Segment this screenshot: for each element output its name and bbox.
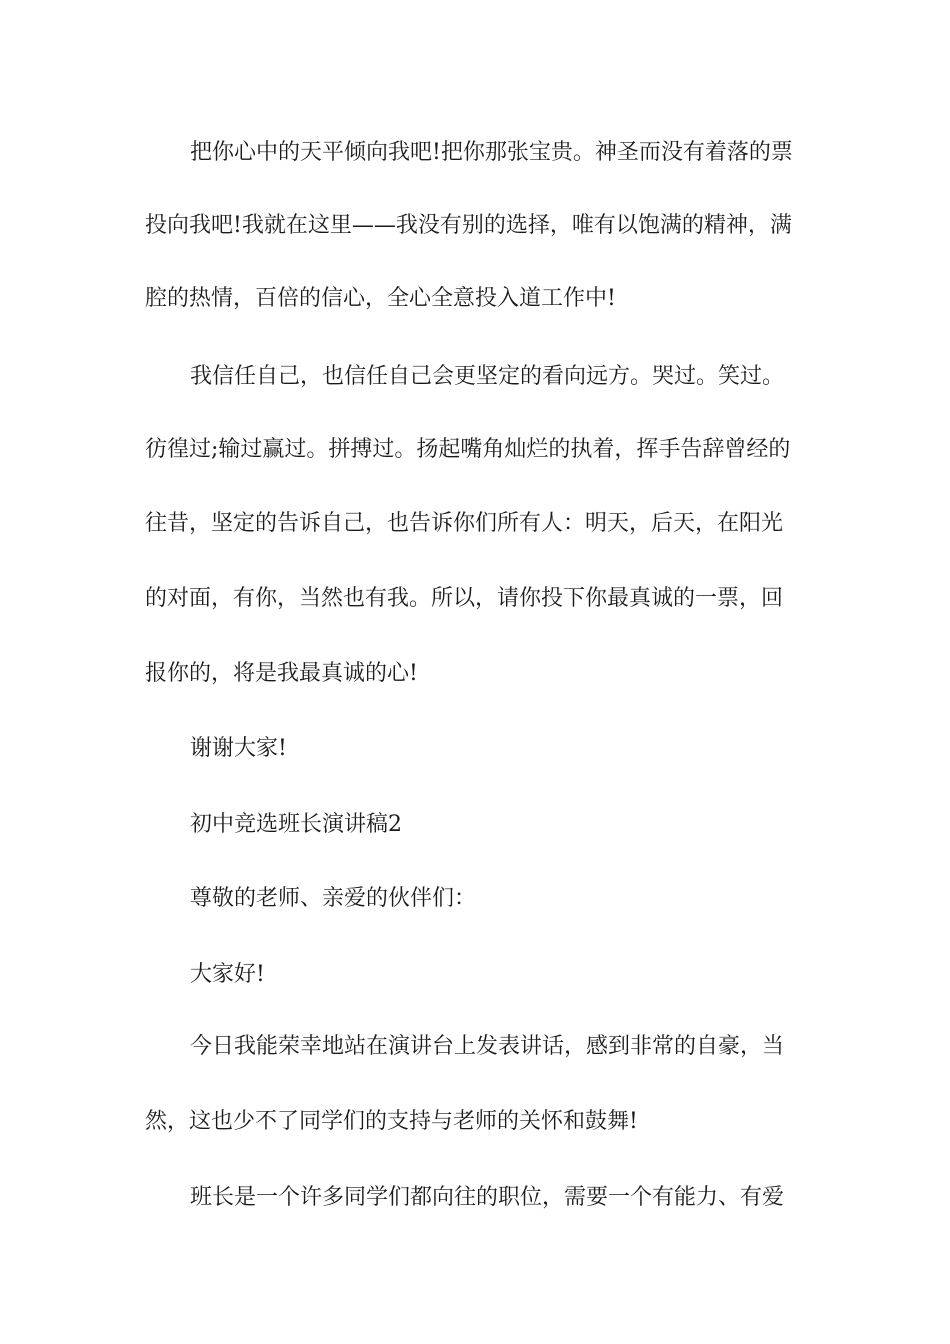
- text-line: 然，这也少不了同学们的支持与老师的关怀和鼓舞!: [145, 1109, 638, 1134]
- text-line: 我信任自己，也信任自己会更坚定的看向远方。哭过。笑过。: [190, 364, 785, 389]
- section-heading: 初中竞选班长演讲稿2: [190, 812, 402, 837]
- text-line: 把你心中的天平倾向我吧!把你那张宝贵。神圣而没有着落的票: [190, 140, 793, 165]
- greeting: 大家好!: [190, 962, 265, 987]
- salutation: 尊敬的老师、亲爱的伙伴们：: [190, 886, 477, 911]
- text-line: 投向我吧!我就在这里——我没有别的选择，唯有以饱满的精神，满: [145, 213, 792, 238]
- text-line: 班长是一个许多同学们都向往的职位，需要一个有能力、有爱: [190, 1185, 785, 1210]
- text-line: 往昔，坚定的告诉自己，也告诉你们所有人：明天，后天，在阳光: [145, 511, 784, 536]
- text-line: 报你的，将是我最真诚的心!: [145, 661, 418, 686]
- text-line: 彷徨过;输过赢过。拼搏过。扬起嘴角灿烂的执着，挥手告辞曾经的: [145, 437, 791, 462]
- text-line: 腔的热情，百倍的信心，全心全意投入道工作中!: [145, 286, 616, 311]
- text-line: 谢谢大家!: [190, 736, 287, 761]
- text-line: 今日我能荣幸地站在演讲台上发表讲话，感到非常的自豪，当: [190, 1034, 785, 1059]
- text-line: 的对面，有你，当然也有我。所以，请你投下你最真诚的一票，回: [145, 586, 784, 611]
